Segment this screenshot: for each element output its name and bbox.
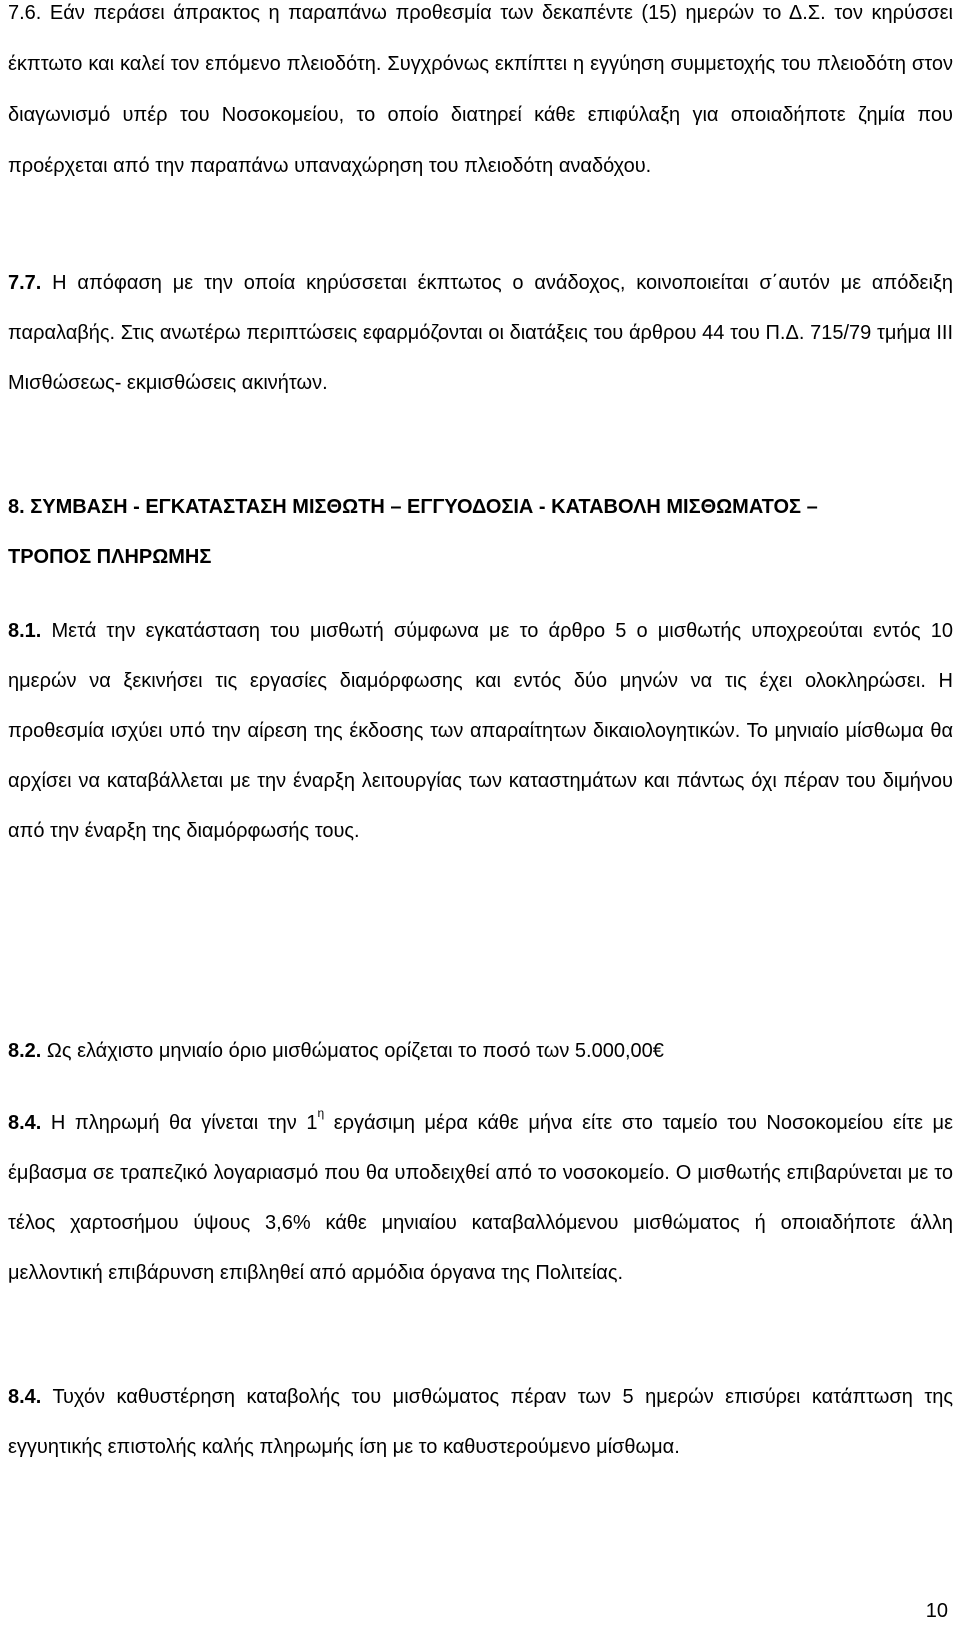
- section-heading-line-2: ΤΡΟΠΟΣ ΠΛΗΡΩΜΗΣ: [8, 546, 212, 568]
- paragraph-number: 8.4.: [8, 1112, 42, 1134]
- page-number: 10: [925, 1600, 948, 1622]
- paragraph-8-2: [8, 1026, 953, 1076]
- section-heading-line-1: 8. ΣΥΜΒΑΣΗ - ΕΓΚΑΤΑΣΤΑΣΗ ΜΙΣΘΩΤΗ – ΕΓΓΥΟΔΟΣΙΑ - ΚΑΤΑΒΟΛΗ ΜΙΣΘΩΜΑΤΟΣ –: [8, 496, 818, 518]
- paragraph-text: Μετά την εγκατάσταση του μισθωτή σύμφωνα με το άρθρο 5 ο μισθωτής υποχρεούται εντός 10 ημερών να ξεκινήσει τις εργασίες διαμόρφωσης και εντός δύο μηνών να τις έχει ολοκληρώσει. Η προθεσμία ισχύει υπό την αίρεση της έκδοσης των απαραίτητων δικαιολογητικών. Το μηνιαίο μίσθωμα θα αρχίσει να καταβάλλεται με την έναρξη λειτουργίας των καταστημάτων και πάντως όχι πέραν του διμήνου από την έναρξη της διαμόρφωσής τους.: [8, 620, 953, 842]
- paragraph-number: 7.6.: [8, 2, 42, 24]
- paragraph-text: Η απόφαση με την οποία κηρύσσεται έκπτωτος ο ανάδοχος, κοινοποιείται σ΄αυτόν με απόδειξη παραλαβής. Στις ανωτέρω περιπτώσεις εφαρμόζονται οι διατάξεις του άρθρου 44 του Π.Δ. 715/79 τμήμα ΙΙΙ Μισθώσεως- εκμισθώσεις ακινήτων.: [8, 272, 953, 394]
- paragraph-8-4-payment: [8, 1098, 953, 1298]
- paragraph-number: 8.2.: [8, 1040, 42, 1062]
- paragraph-text-start: Η πληρωμή θα γίνεται την 1: [50, 1112, 318, 1134]
- paragraph-7-7: [8, 258, 953, 408]
- paragraph-text: Εάν περάσει άπρακτος η παραπάνω προθεσμία των δεκαπέντε (15) ημερών το Δ.Σ. τον κηρύσσει έκπτωτο και καλεί τον επόμενο πλειοδότη. Συγχρόνως εκπίπτει η εγγύηση συμμετοχής του πλειοδότη στον διαγωνισμό υπέρ του Νοσοκομείου, το οποίο διατηρεί κάθε επιφύλαξη για οποιαδήποτε ζημία που προέρχεται από την παραπάνω υπαναχώρηση του πλειοδότη αναδόχου.: [8, 2, 954, 177]
- paragraph-number: 7.7.: [8, 272, 42, 294]
- paragraph-7-6: [8, 0, 953, 192]
- ordinal-superscript: η: [317, 1106, 325, 1121]
- paragraph-text-end: εργάσιμη μέρα κάθε μήνα είτε στο ταμείο του Νοσοκομείου είτε με έμβασμα σε τραπεζικό λογαριασμό που θα υποδειχθεί από το νοσοκομείο. Ο μισθωτής επιβαρύνεται με το τέλος χαρτοσήμου ύψους 3,6% κάθε μηνιαίου καταβαλλόμενου μισθώματος ή οποιαδήποτε άλλη μελλοντική επιβάρυνση επιβληθεί από αρμόδια όργανα της Πολιτείας.: [8, 1112, 953, 1284]
- paragraph-text: Τυχόν καθυστέρηση καταβολής του μισθώματος πέραν των 5 ημερών επισύρει κατάπτωση της εγγυητικής επιστολής καλής πληρωμής ίση με το καθυστερούμενο μίσθωμα.: [8, 1386, 953, 1458]
- paragraph-number: 8.1.: [8, 620, 42, 642]
- paragraph-text: Ως ελάχιστο μηνιαίο όριο μισθώματος ορίζεται το ποσό των 5.000,00€: [46, 1040, 664, 1062]
- paragraph-number: 8.4.: [8, 1386, 42, 1408]
- section-8-heading: [8, 482, 953, 582]
- paragraph-8-1: [8, 606, 953, 856]
- paragraph-8-4-delay: [8, 1372, 953, 1472]
